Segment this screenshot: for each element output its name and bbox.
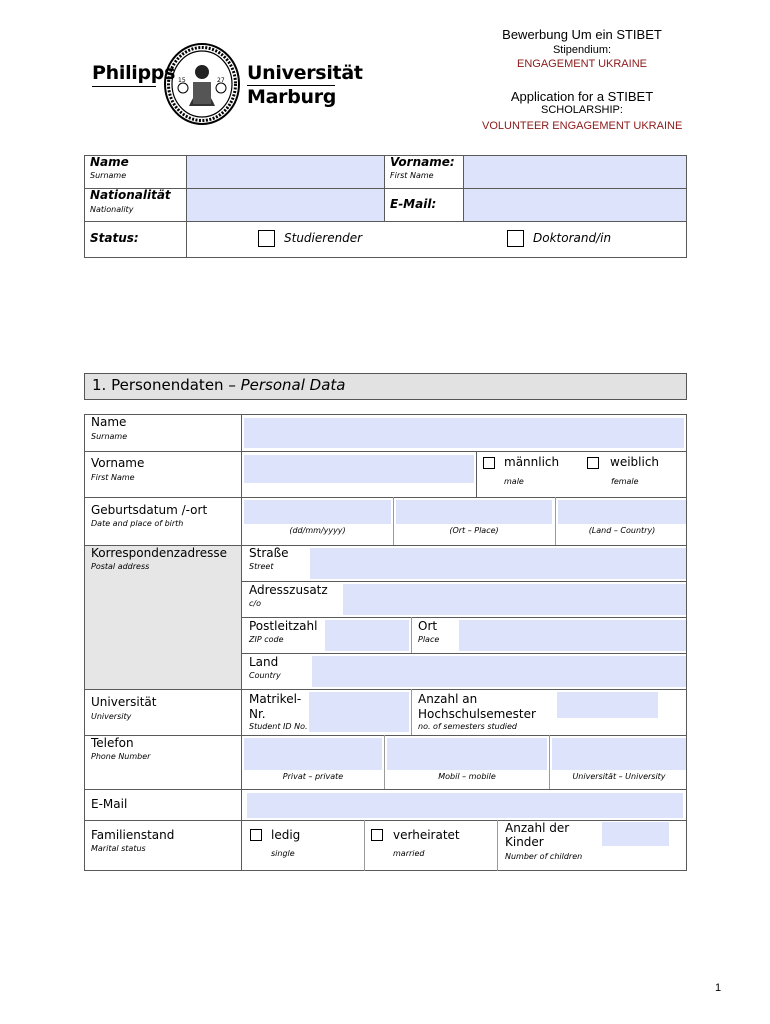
- phone-mobile-input[interactable]: [387, 738, 547, 770]
- section-1-title: [92, 376, 345, 394]
- name-sublabel: Surname: [91, 432, 128, 441]
- birth-label: Geburtsdatum /-ort: [91, 503, 208, 517]
- semesters-input[interactable]: [557, 692, 658, 718]
- country-label: Land: [249, 655, 279, 669]
- phone-university-input[interactable]: [552, 738, 686, 770]
- title-de-line2: Stipendium:: [552, 44, 612, 56]
- title-en-line1: Application for a STIBET: [510, 89, 654, 104]
- row-divider-6: [241, 653, 687, 654]
- label-column-divider: [241, 414, 242, 871]
- top-name-sublabel: Surname: [90, 171, 127, 180]
- matrikel-label-line2: Nr.: [249, 707, 266, 721]
- status-phd-label: Doktorand/in: [533, 231, 612, 245]
- street-label: Straße: [249, 546, 289, 560]
- status-phd-checkbox[interactable]: [507, 230, 524, 247]
- seal-year-left: 15: [178, 77, 186, 84]
- marital-sublabel: Marital status: [91, 844, 146, 853]
- country-input[interactable]: [312, 656, 686, 687]
- university-sublabel: University: [91, 712, 132, 721]
- city-label: Ort: [418, 619, 438, 633]
- title-de-line3: ENGAGEMENT UKRAINE: [517, 58, 647, 70]
- gender-male-sublabel: male: [504, 477, 524, 486]
- top-email-input[interactable]: [464, 189, 686, 221]
- top-surname-input[interactable]: [187, 156, 384, 188]
- address-label: Korrespondenzadresse: [91, 546, 228, 560]
- row-divider-4: [241, 581, 687, 582]
- marital-label: Familienstand: [91, 828, 175, 842]
- address-extra-input[interactable]: [343, 584, 686, 615]
- phone-label: Telefon: [91, 736, 134, 750]
- vorname-label: Vorname: [91, 456, 145, 470]
- matrikel-sublabel: Student ID No.: [249, 722, 308, 731]
- top-name-label: Name: [90, 155, 129, 169]
- gender-female-sublabel: female: [611, 477, 639, 486]
- birth-country-hint: (Land – Country): [588, 526, 656, 535]
- surname-input[interactable]: [244, 418, 684, 448]
- row-divider-9: [84, 789, 687, 790]
- row-divider-8: [84, 735, 687, 736]
- zip-label: Postleitzahl: [249, 619, 318, 633]
- address-extra-sublabel: c/o: [249, 599, 261, 608]
- row-divider-7: [84, 689, 687, 690]
- phone-private-input[interactable]: [244, 738, 382, 770]
- zip-sublabel: ZIP code: [249, 635, 284, 644]
- phone-sublabel: Phone Number: [91, 752, 151, 761]
- top-nationality-label: Nationalität: [90, 188, 171, 202]
- marital-married-sublabel: married: [393, 849, 425, 858]
- zip-city-divider: [411, 617, 412, 653]
- phone-private-hint: Privat – private: [282, 772, 344, 781]
- status-student-label: Studierender: [284, 231, 363, 245]
- gender-female-checkbox[interactable]: [587, 457, 599, 469]
- street-input[interactable]: [310, 548, 686, 579]
- address-extra-label: Adresszusatz: [249, 583, 328, 597]
- street-sublabel: Street: [249, 562, 274, 571]
- birth-sublabel: Date and place of birth: [91, 519, 184, 528]
- first-name-input[interactable]: [244, 455, 474, 483]
- gender-cell-divider: [476, 451, 477, 497]
- birth-cell-divider-2: [555, 497, 556, 545]
- university-seal-icon: [163, 42, 241, 126]
- vorname-sublabel: First Name: [91, 473, 135, 482]
- status-label: Status:: [90, 231, 139, 245]
- row-divider-1: [84, 451, 687, 452]
- row-divider-2: [84, 497, 687, 498]
- birth-place-input[interactable]: [396, 500, 552, 524]
- birth-cell-divider-1: [393, 497, 394, 545]
- phone-cell-divider-2: [549, 735, 550, 789]
- student-id-input[interactable]: [309, 692, 409, 732]
- gender-male-label: männlich: [504, 455, 560, 469]
- phone-university-hint: Universität – University: [572, 772, 666, 781]
- marital-single-sublabel: single: [271, 849, 295, 858]
- logo-rule-left: [92, 86, 156, 87]
- birth-date-input[interactable]: [244, 500, 391, 524]
- name-label: Name: [91, 415, 127, 429]
- top-nationality-input[interactable]: [187, 189, 384, 221]
- semesters-sublabel: no. of semesters studied: [418, 722, 518, 731]
- title-de-line1: Bewerbung Um ein STIBET: [502, 27, 662, 42]
- birth-country-input[interactable]: [558, 500, 686, 524]
- semesters-label-line1: Anzahl an: [418, 692, 478, 706]
- zip-input[interactable]: [325, 620, 409, 651]
- section-1-title-de: 1. Personendaten –: [92, 376, 241, 394]
- marital-married-checkbox[interactable]: [371, 829, 383, 841]
- seal-year-right: 27: [217, 77, 225, 84]
- city-sublabel: Place: [418, 635, 440, 644]
- top-form-divider-2: [84, 221, 687, 222]
- semesters-label-line2: Hochschulsemester: [418, 707, 536, 721]
- logo-text-philipps: Philipps: [92, 62, 176, 84]
- marital-single-checkbox[interactable]: [250, 829, 262, 841]
- top-first-name-input[interactable]: [464, 156, 686, 188]
- city-input[interactable]: [459, 620, 686, 651]
- university-cell-divider: [411, 689, 412, 735]
- row-divider-5: [241, 617, 687, 618]
- top-email-label: E-Mail:: [390, 197, 437, 211]
- gender-female-label: weiblich: [610, 455, 660, 469]
- children-sublabel: Number of children: [505, 852, 583, 861]
- page-number: 1: [715, 982, 722, 994]
- status-student-checkbox[interactable]: [258, 230, 275, 247]
- top-nationality-sublabel: Nationality: [90, 205, 134, 214]
- top-vorname-sublabel: First Name: [390, 171, 434, 180]
- gender-male-checkbox[interactable]: [483, 457, 495, 469]
- birth-date-hint: (dd/mm/yyyy): [289, 526, 346, 535]
- marital-single-label: ledig: [271, 828, 301, 842]
- email-input[interactable]: [247, 793, 683, 818]
- matrikel-label-line1: Matrikel-: [249, 692, 302, 706]
- row-divider-10: [84, 820, 687, 821]
- top-form-vline-2: [384, 155, 385, 221]
- birth-place-hint: (Ort – Place): [449, 526, 499, 535]
- university-label: Universität: [91, 695, 157, 709]
- children-label-line1: Anzahl der: [505, 821, 570, 835]
- logo-text-universitaet: Universität: [247, 62, 363, 84]
- children-label-line2: Kinder: [505, 835, 544, 849]
- marital-cell-divider-2: [497, 820, 498, 871]
- title-en-line3: VOLUNTEER ENGAGEMENT UKRAINE: [482, 120, 683, 132]
- logo-text-marburg: Marburg: [247, 86, 337, 108]
- title-en-line2: SCHOLARSHIP:: [541, 104, 623, 116]
- phone-mobile-hint: Mobil – mobile: [438, 772, 496, 781]
- email-label: E-Mail: [91, 797, 128, 811]
- phone-cell-divider-1: [384, 735, 385, 789]
- top-vorname-label: Vorname:: [390, 155, 455, 169]
- section-1-title-en: Personal Data: [240, 376, 346, 394]
- country-sublabel: Country: [249, 671, 281, 680]
- marital-married-label: verheiratet: [393, 828, 460, 842]
- children-count-input[interactable]: [602, 822, 669, 846]
- address-sublabel: Postal address: [91, 562, 150, 571]
- marital-cell-divider-1: [364, 820, 365, 871]
